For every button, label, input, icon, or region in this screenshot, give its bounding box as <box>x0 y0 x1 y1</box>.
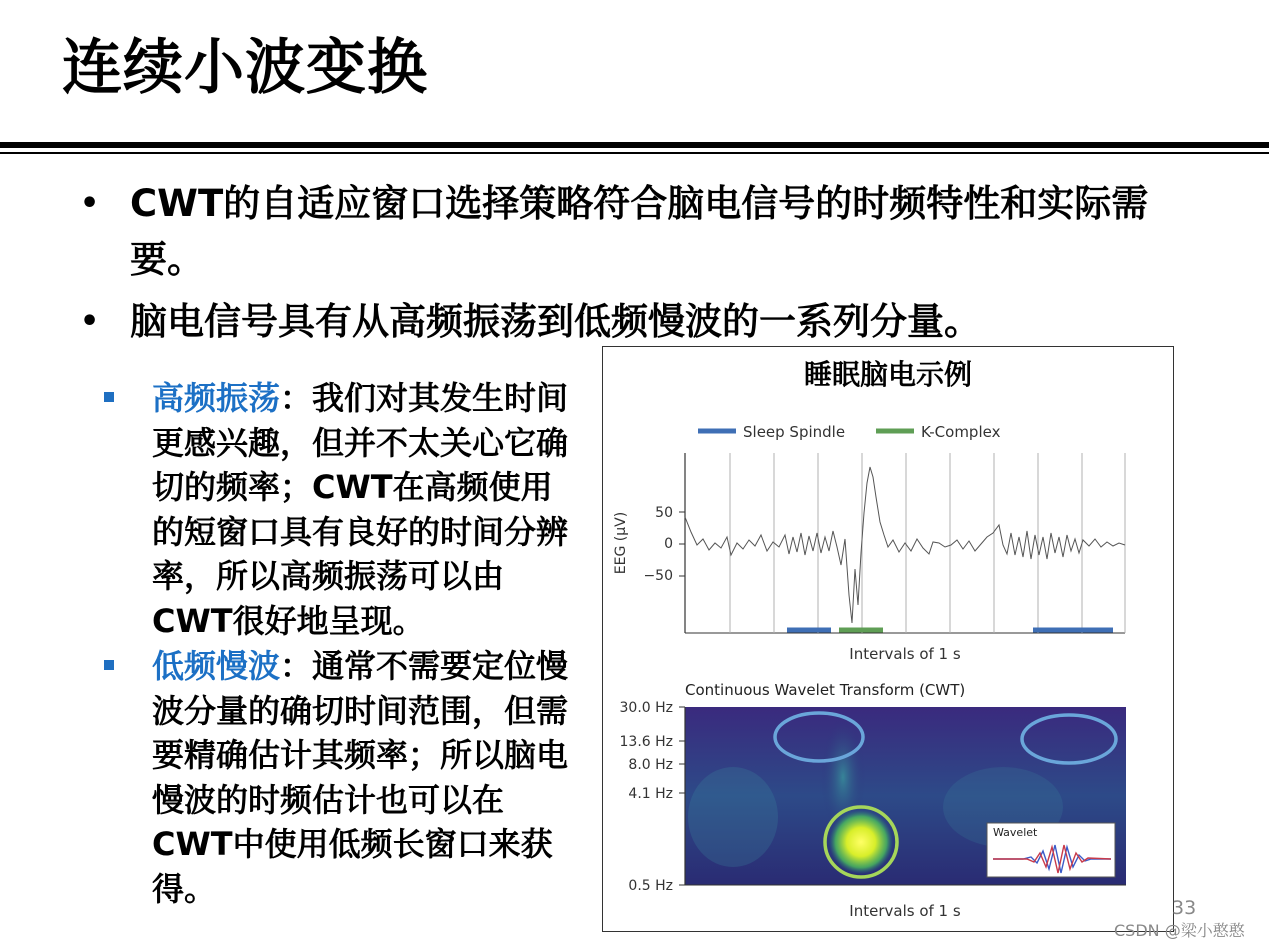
cwt-title: Continuous Wavelet Transform (CWT) <box>685 681 966 699</box>
bullet-2-text: 脑电信号具有从高频振荡到低频慢波的一系列分量。 <box>130 300 981 343</box>
eeg-x-label: Intervals of 1 s <box>849 645 961 663</box>
figure-title: 睡眠脑电示例 <box>803 358 972 391</box>
eeg-tick-50: 50 <box>655 505 673 521</box>
sleep-eeg-figure <box>603 347 1172 930</box>
title-divider-thin <box>0 152 1269 154</box>
sub-bullet-2-text <box>152 644 584 911</box>
cwt-tick-8hz: 8.0 Hz <box>628 757 673 773</box>
eeg-trace <box>685 467 1125 623</box>
cwt-tick-05hz: 0.5 Hz <box>628 878 673 894</box>
keyword-low-freq: 低频慢波 <box>152 647 281 685</box>
bullet-2 <box>80 294 1190 350</box>
eeg-y-label: EEG (μV) <box>613 511 629 575</box>
eeg-tick-0: 0 <box>664 536 673 552</box>
cwt-tick-30hz: 30.0 Hz <box>619 700 673 716</box>
cwt-kcomplex-blob <box>829 810 893 874</box>
bullet-dot: • <box>80 304 100 339</box>
legend-spindle-label: Sleep Spindle <box>743 423 846 441</box>
cwt-tick-13hz: 13.6 Hz <box>619 734 673 750</box>
sub-bullet-2-body: ：通常不需要定位慢波分量的确切时间范围，但需要精确估计其频率；所以脑电慢波的时频估计也可以在CWT中使用低频长窗口来获得。 <box>152 647 569 908</box>
cwt-tick-4hz: 4.1 Hz <box>628 786 673 802</box>
legend-kcomplex-label: K-Complex <box>921 423 1001 441</box>
watermark: CSDN @梁小憨憨 <box>1114 921 1245 940</box>
bullet-1 <box>80 176 1190 288</box>
square-bullet-icon <box>104 392 114 402</box>
wavelet-inset-label: Wavelet <box>993 826 1038 839</box>
bullet-1-text: CWT的自适应窗口选择策略符合脑电信号的时频特性和实际需要。 <box>130 182 1149 281</box>
slide-title: 连续小波变换 <box>62 33 428 103</box>
bullet-dot: • <box>80 186 100 221</box>
sub-bullet-2 <box>104 644 584 911</box>
cwt-x-label: Intervals of 1 s <box>849 902 961 920</box>
figure-panel <box>602 346 1174 932</box>
keyword-high-freq: 高频振荡 <box>152 379 281 417</box>
page-number: 33 <box>1172 897 1197 919</box>
square-bullet-icon <box>104 660 114 670</box>
title-divider <box>0 142 1269 148</box>
eeg-tick-neg50: −50 <box>643 568 673 584</box>
sub-bullet-1-body: ：我们对其发生时间更感兴趣，但并不太关心它确切的频率；CWT在高频使用的短窗口具有良好的时间分辨率，所以高频振荡可以由CWT很好地呈现。 <box>152 379 569 640</box>
sub-bullet-1 <box>104 376 584 643</box>
sub-bullet-1-text <box>152 376 584 643</box>
